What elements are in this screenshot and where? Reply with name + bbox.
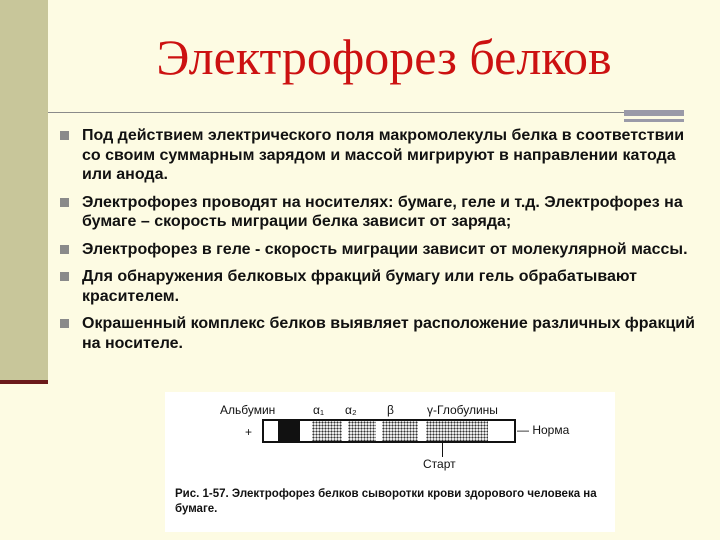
bullet-item bbox=[60, 267, 700, 306]
title-divider-accent-2 bbox=[624, 119, 684, 122]
figure-caption: Рис. 1-57. Электрофорез белков сыворотки крови здорового человека на бумаге. bbox=[175, 488, 597, 515]
beta-label: β bbox=[387, 403, 394, 417]
albumin-label: Альбумин bbox=[220, 403, 276, 417]
alpha2-label: α₂ bbox=[345, 403, 357, 417]
plus-sign: + bbox=[245, 425, 253, 439]
bullet-text: Электрофорез проводят на носителях: бумаге, геле и т.д. Электрофорез на бумаге – скорость миграции белка зависит от заряда; bbox=[82, 193, 683, 230]
left-decorative-band bbox=[0, 0, 48, 382]
alpha1-label: α₁ bbox=[313, 403, 324, 417]
beta-band bbox=[382, 421, 418, 441]
bullet-item bbox=[60, 314, 700, 353]
slide-title: Электрофорез белков bbox=[156, 29, 612, 85]
alpha2-band bbox=[348, 421, 376, 441]
title-divider-accent bbox=[624, 110, 684, 116]
gamma-band bbox=[426, 421, 488, 441]
title-divider bbox=[48, 112, 684, 113]
square-bullet-icon bbox=[60, 245, 69, 254]
start-marker-line bbox=[442, 441, 443, 457]
alpha1-band bbox=[312, 421, 342, 441]
left-band-rule bbox=[0, 380, 48, 384]
square-bullet-icon bbox=[60, 198, 69, 207]
bullet-text: Окрашенный комплекс белков выявляет расположение различных фракций на носителе. bbox=[82, 315, 695, 352]
bullet-item bbox=[60, 126, 700, 185]
albumin-band bbox=[278, 421, 300, 441]
bullet-text: Под действием электрического поля макромолекулы белка в соответствии со своим суммарным зарядом и массой мигрируют в направлении катода или анода. bbox=[82, 127, 685, 183]
square-bullet-icon bbox=[60, 319, 69, 328]
start-label: Старт bbox=[423, 457, 456, 471]
bullet-list bbox=[60, 126, 700, 361]
square-bullet-icon bbox=[60, 272, 69, 281]
electrophoresis-strip bbox=[262, 419, 516, 443]
electrophoresis-figure bbox=[165, 392, 615, 532]
norma-label: — Норма bbox=[517, 423, 570, 437]
bullet-item bbox=[60, 193, 700, 232]
gamma-label: γ-Глобулины bbox=[427, 403, 498, 417]
bullet-text: Для обнаружения белковых фракций бумагу или гель обрабатывают красителем. bbox=[82, 268, 637, 305]
bullet-text: Электрофорез в геле - скорость миграции зависит от молекулярной массы. bbox=[82, 240, 688, 258]
bullet-item bbox=[60, 240, 700, 260]
square-bullet-icon bbox=[60, 131, 69, 140]
